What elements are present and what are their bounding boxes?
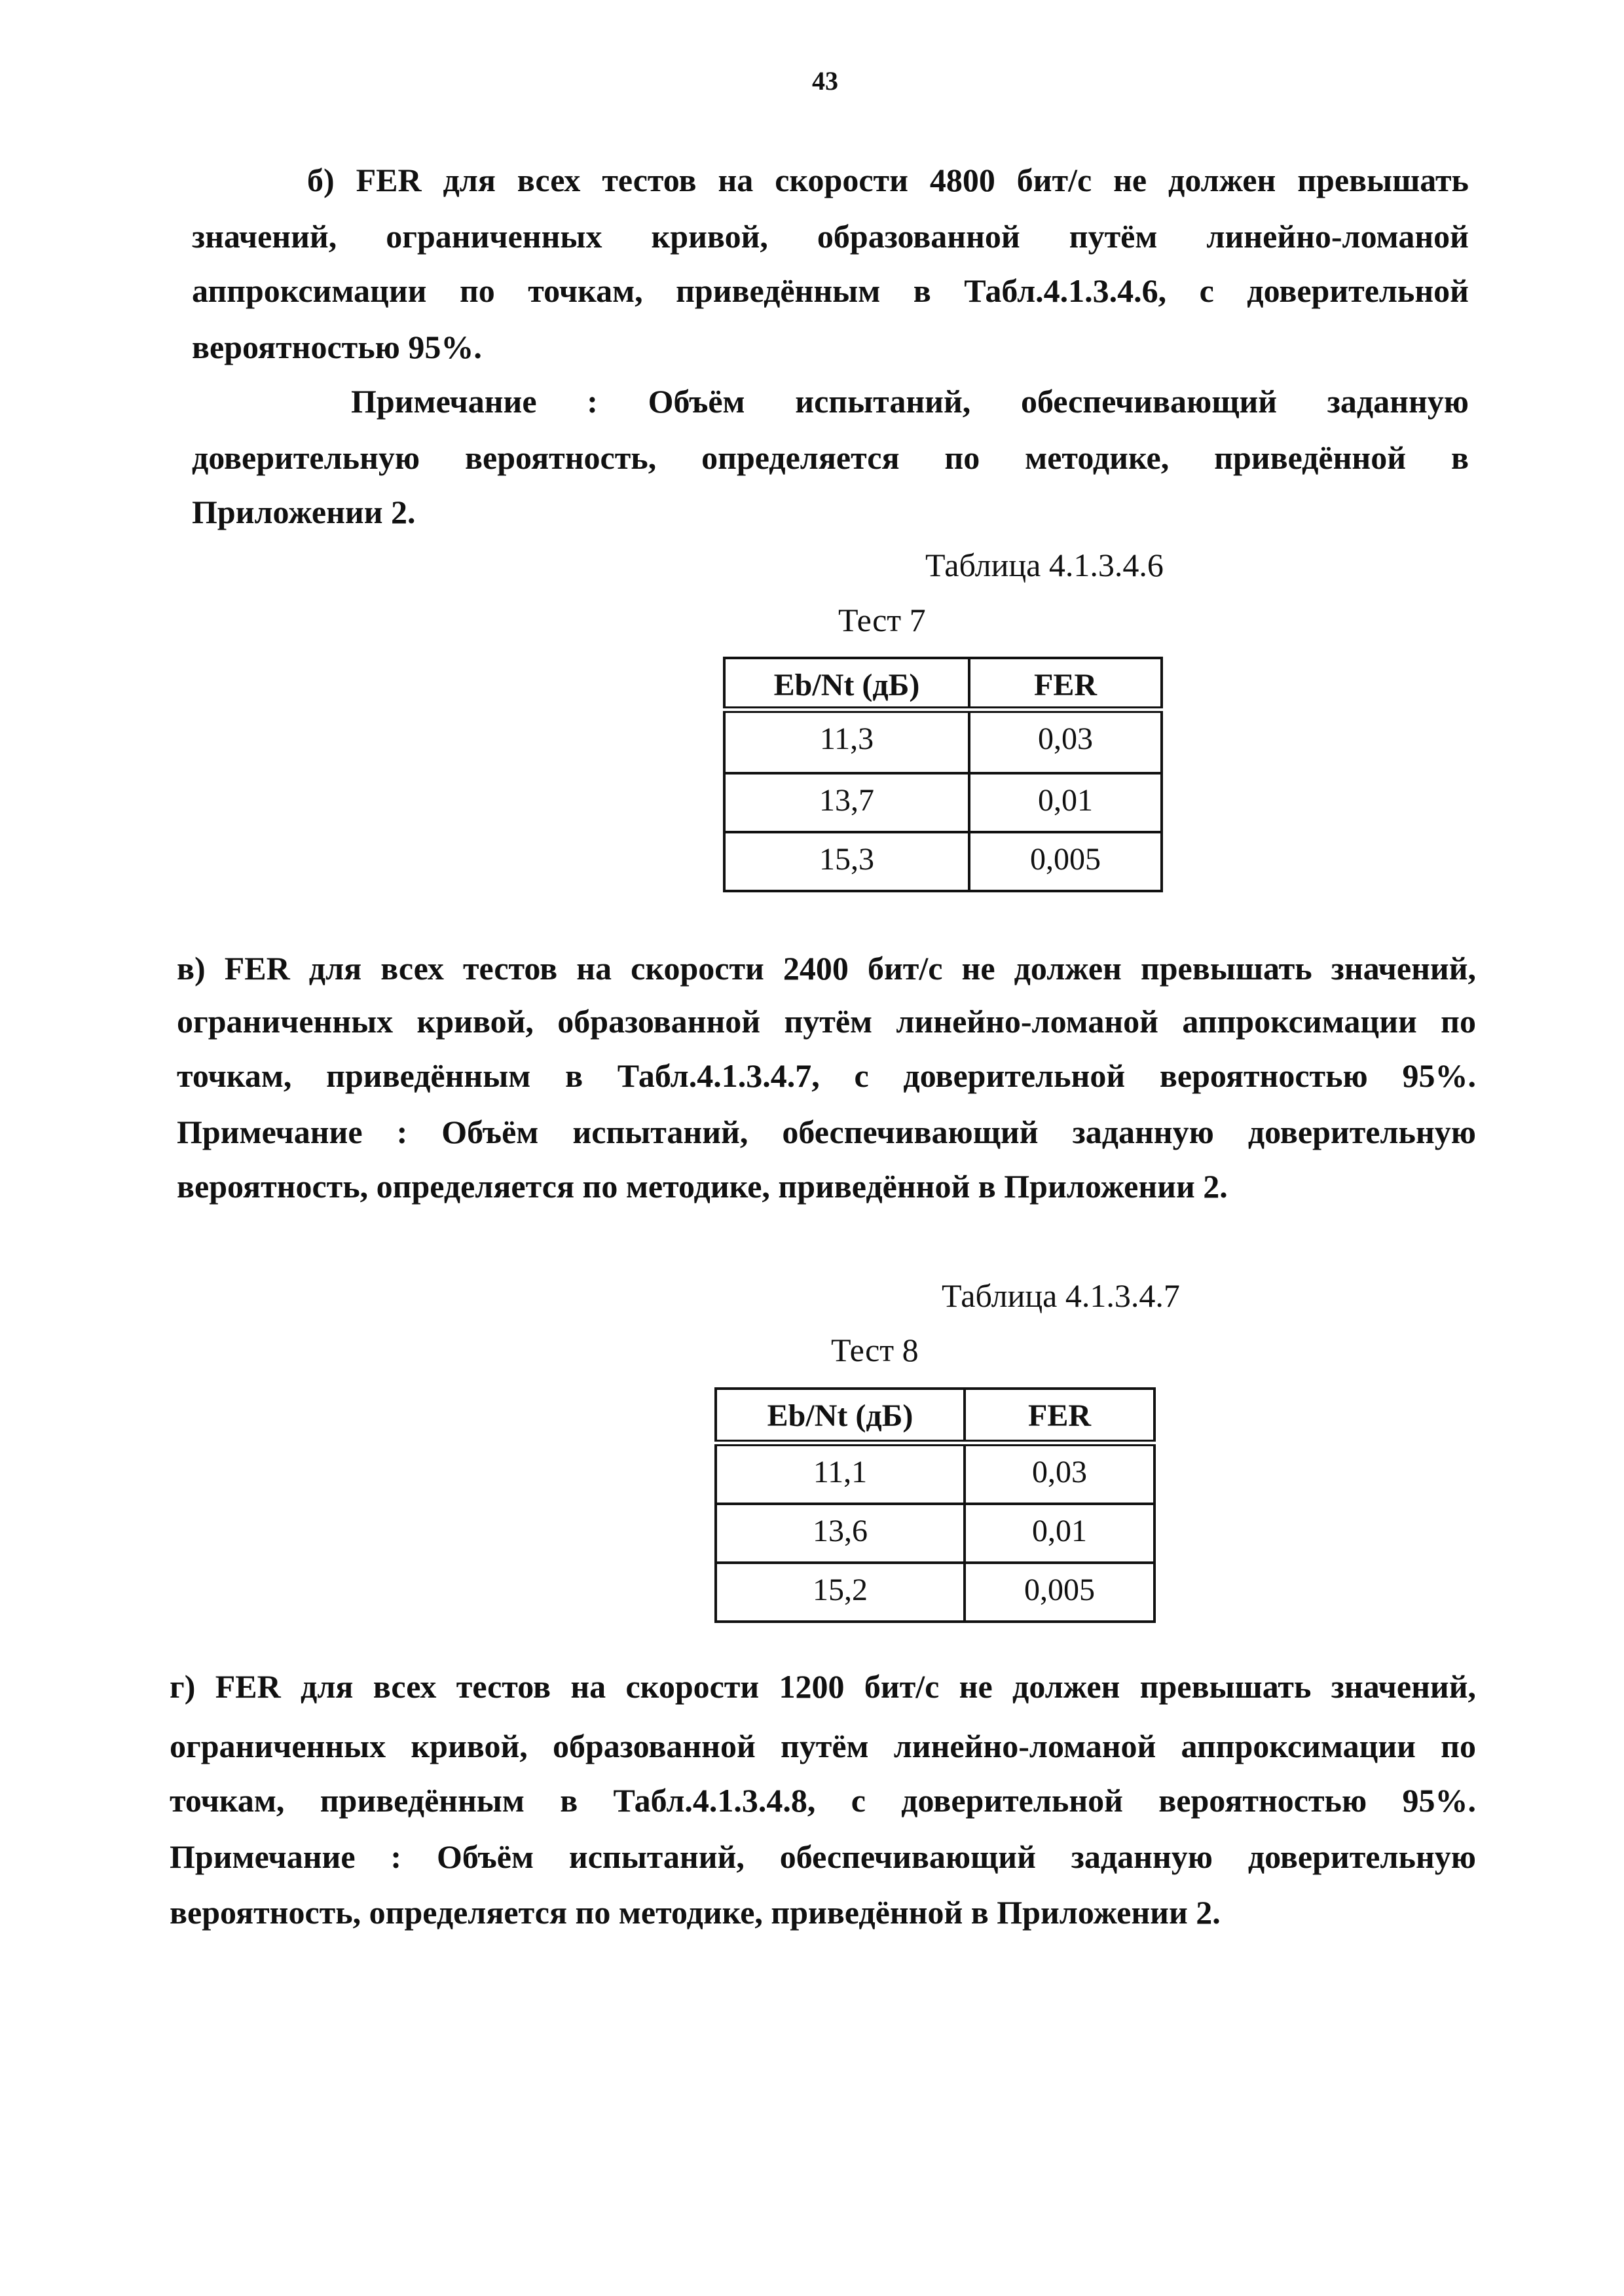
cell: 13,6 [716, 1504, 965, 1563]
para-v-line: ограниченных кривой, образованной путём линейно-ломаной аппроксимации по [177, 1003, 1476, 1040]
note-line: доверительную вероятность, определяется по методике, приведённой в [192, 439, 1469, 476]
cell: 0,03 [969, 710, 1162, 773]
table-row [716, 1443, 1154, 1504]
header-ebnt: Eb/Nt (дБ) [716, 1389, 965, 1443]
cell: 11,1 [716, 1443, 965, 1504]
cell: 11,3 [724, 710, 969, 773]
cell: 0,01 [965, 1504, 1154, 1563]
cell: 13,7 [724, 773, 969, 832]
table-row [716, 1504, 1154, 1563]
table-row [724, 832, 1162, 891]
header-ebnt: Eb/Nt (дБ) [724, 658, 969, 710]
cell: 0,01 [969, 773, 1162, 832]
cell: 15,2 [716, 1563, 965, 1622]
para-b-line: значений, ограниченных кривой, образованной путём линейно-ломаной [192, 218, 1469, 255]
table-row [716, 1563, 1154, 1622]
table-caption: Таблица 4.1.3.4.6 [925, 547, 1164, 583]
para-b-line: вероятностью 95%. [192, 329, 482, 365]
table-title: Тест 7 [838, 602, 926, 638]
note-line: Приложении 2. [192, 494, 416, 530]
table-row [724, 773, 1162, 832]
header-fer: FER [969, 658, 1162, 710]
para-v-line: в) FER для всех тестов на скорости 2400 бит/с не должен превышать значений, [177, 950, 1476, 987]
para-b-line: б) FER для всех тестов на скорости 4800 бит/с не должен превышать [307, 162, 1469, 198]
cell: 0,03 [965, 1443, 1154, 1504]
table-test-7 [723, 657, 1163, 892]
para-g-line: вероятность, определяется по методике, приведённой в Приложении 2. [170, 1894, 1221, 1931]
table-row [724, 710, 1162, 773]
table-title: Тест 8 [831, 1332, 919, 1368]
para-g-line: Примечание : Объём испытаний, обеспечивающий заданную доверительную [170, 1838, 1476, 1875]
page-number: 43 [812, 66, 838, 96]
cell: 0,005 [969, 832, 1162, 891]
table-caption: Таблица 4.1.3.4.7 [942, 1277, 1180, 1314]
para-g-line: ограниченных кривой, образованной путём линейно-ломаной аппроксимации по [170, 1728, 1476, 1764]
para-b-line: аппроксимации по точкам, приведённым в Табл.4.1.3.4.6, с доверительной [192, 272, 1469, 309]
para-v-line: вероятность, определяется по методике, приведённой в Приложении 2. [177, 1168, 1228, 1205]
para-g-line: точкам, приведённым в Табл.4.1.3.4.8, с доверительной вероятностью 95%. [170, 1782, 1476, 1819]
note-line: Примечание : Объём испытаний, обеспечивающий заданную [351, 383, 1469, 420]
para-v-line: точкам, приведённым в Табл.4.1.3.4.7, с доверительной вероятностью 95%. [177, 1057, 1476, 1094]
para-v-line: Примечание : Объём испытаний, обеспечивающий заданную доверительную [177, 1114, 1476, 1150]
header-fer: FER [965, 1389, 1154, 1443]
para-g-line: г) FER для всех тестов на скорости 1200 бит/с не должен превышать значений, [170, 1668, 1476, 1705]
cell: 15,3 [724, 832, 969, 891]
table-test-8 [714, 1387, 1156, 1623]
cell: 0,005 [965, 1563, 1154, 1622]
